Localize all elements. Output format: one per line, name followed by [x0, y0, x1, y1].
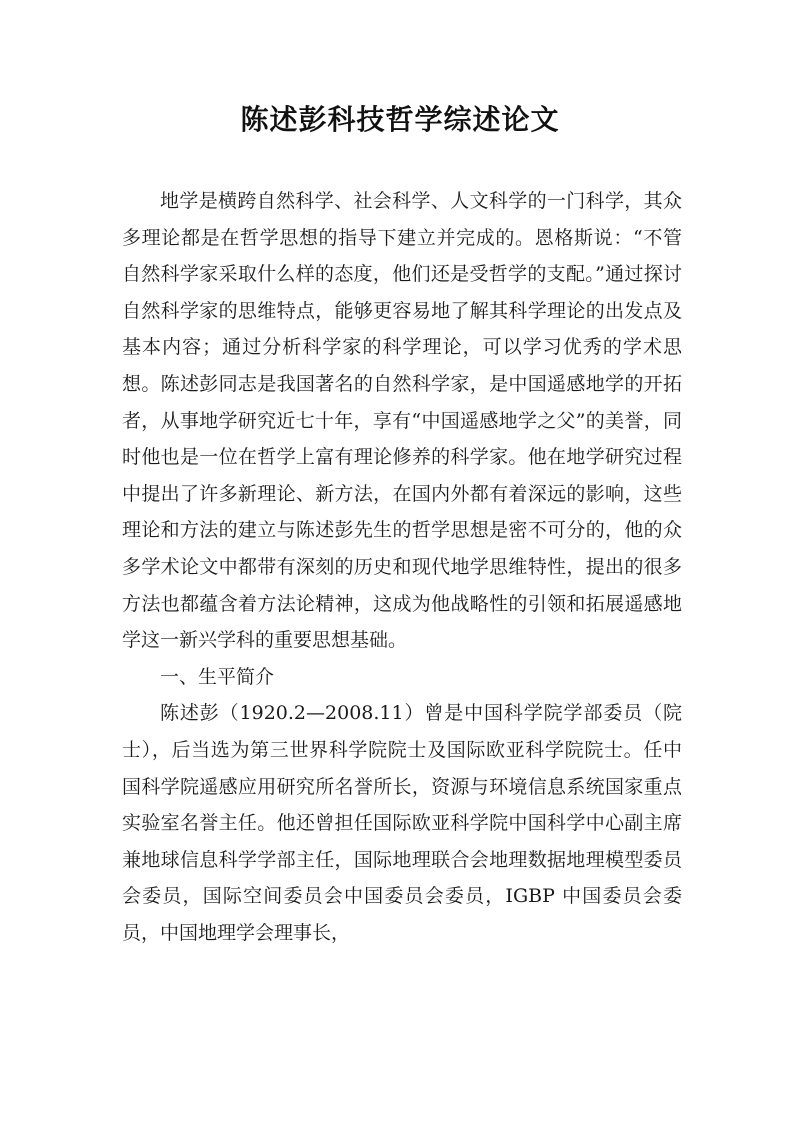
paragraph-intro: 地学是横跨自然科学、社会科学、人文科学的一门科学，其众多理论都是在哲学思想的指导下建立并完成的。恩格斯说：“不管自然科学家采取什么样的态度，他们还是受哲学的支配。”通过探讨自然科学家的思维特点，能够更容易地了解其科学理论的出发点及基本内容；通过分析科学家的科学理论，可以学习优秀的学术思想。陈述彭同志是我国著名的自然科学家，是中国遥感地学的开拓者，从事地学研究近七十年，享有“中国遥感地学之父”的美誉，同时他也是一位在哲学上富有理论修养的科学家。他在地学研究过程中提出了许多新理论、新方法，在国内外都有着深远的影响，这些理论和方法的建立与陈述彭先生的哲学思想是密不可分的，他的众多学术论文中都带有深刻的历史和现代地学思维特性，提出的很多方法也都蕴含着方法论精神，这成为他战略性的引领和拓展遥感地学这一新兴学科的重要思想基础。	[122, 190, 682, 652]
document-body	[122, 183, 682, 951]
section-heading-biography: 一、生平简介	[160, 665, 275, 688]
paragraph-biography: 陈述彭（1920.2—2008.11）曾是中国科学院学部委员（院士），后当选为第三世界科学院院士及国际欧亚科学院院士。任中国科学院遥感应用研究所名誉所长，资源与环境信息系统国家重点实验室名誉主任。他还曾担任国际欧亚科学院中国科学中心副主席兼地球信息科学学部主任，国际地理联合会地理数据地理模型委员会委员，国际空间委员会中国委员会委员，IGBP 中国委员会委员，中国地理学会理事长，	[122, 702, 682, 944]
document-title: 陈述彭科技哲学综述论文	[240, 103, 560, 136]
